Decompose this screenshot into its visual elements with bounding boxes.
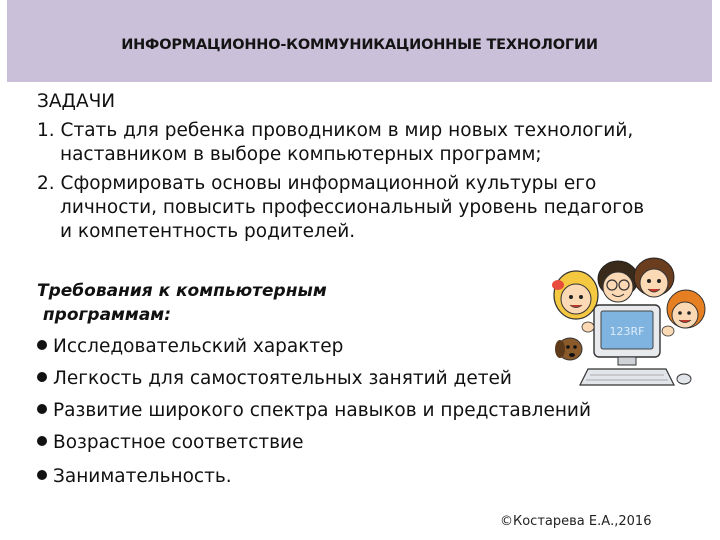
task-line: наставником в выборе компьютерных программ; (60, 144, 542, 165)
kids-computer-illustration (548, 247, 708, 392)
task-line: и компетентность родителей. (60, 221, 356, 242)
requirement-item (37, 465, 677, 489)
bullet-icon (37, 372, 47, 382)
bullet-icon (37, 340, 47, 350)
bullet-icon (37, 404, 47, 414)
tasks-heading: ЗАДАЧИ (37, 91, 116, 112)
bullet-icon (37, 436, 47, 446)
task-line: 2. Сформировать основы информационной культуры его (37, 173, 597, 194)
requirements-heading-cont: программам: (37, 305, 171, 325)
requirement-item (37, 431, 677, 455)
requirement-text: Занимательность. (53, 466, 232, 487)
task-item (37, 172, 677, 244)
requirement-item (37, 399, 677, 423)
watermark-text: 123RF (609, 325, 645, 338)
requirements-heading: Требования к компьютерным (37, 281, 327, 301)
task-item (37, 119, 677, 167)
requirement-text: Легкость для самостоятельных занятий детей (53, 368, 512, 389)
bullet-icon (37, 470, 47, 480)
requirement-text: Развитие широкого спектра навыков и представлений (53, 400, 591, 421)
task-line: личности, повысить профессиональный уровень педагогов (60, 197, 645, 218)
requirement-text: Возрастное соответствие (53, 432, 304, 453)
slide-title: ИНФОРМАЦИОННО-КОММУНИКАЦИОННЫЕ ТЕХНОЛОГИИ (121, 37, 598, 53)
requirement-text: Исследовательский характер (53, 336, 344, 357)
copyright-text: ©Костарева Е.А.,2016 (500, 514, 652, 529)
header-band (7, 0, 712, 82)
task-line: 1. Стать для ребенка проводником в мир новых технологий, (37, 120, 634, 141)
